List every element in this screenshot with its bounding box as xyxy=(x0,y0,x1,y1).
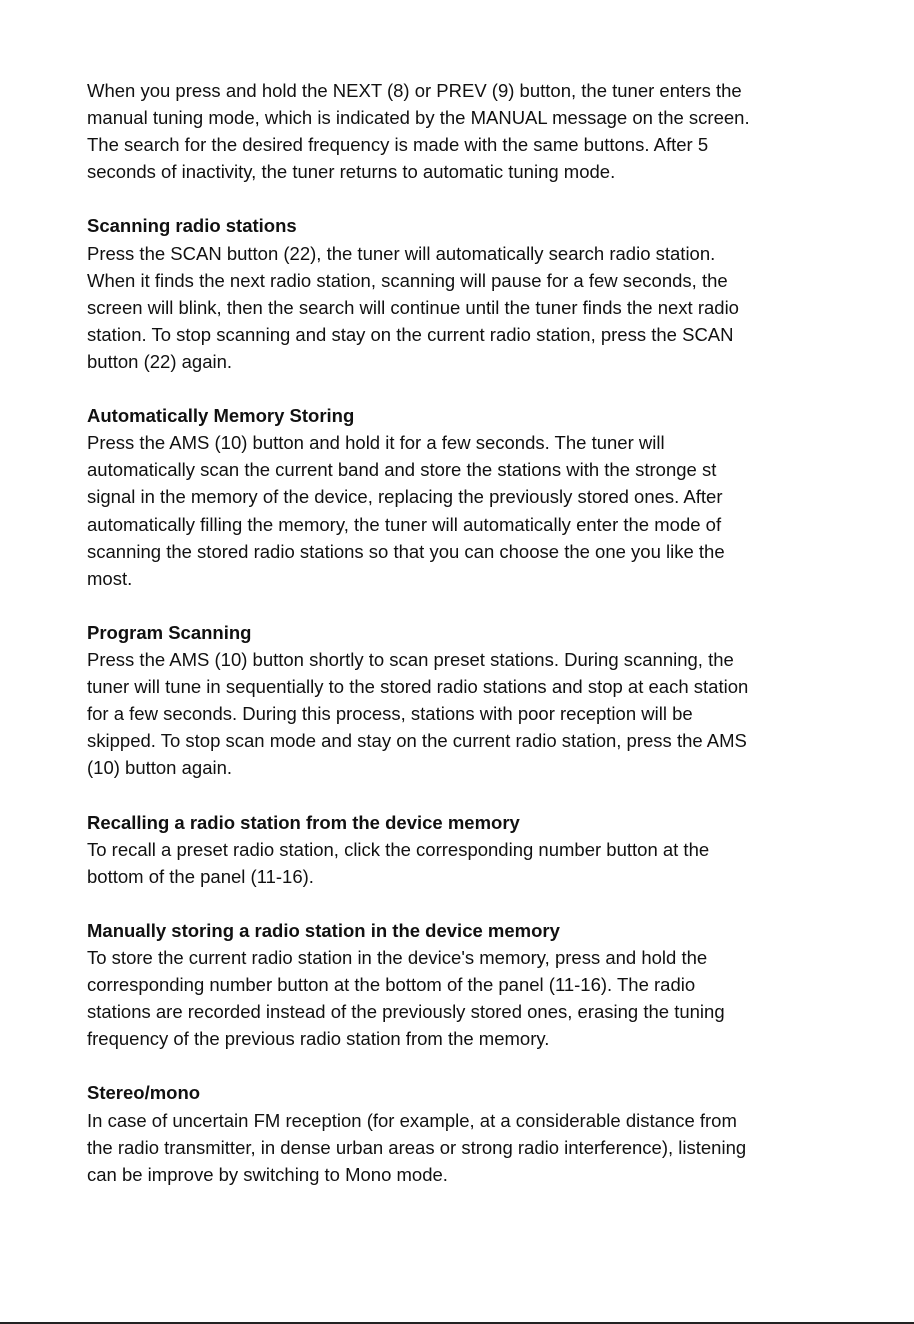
section-line: corresponding number button at the bottom of the panel (11-16). The radio xyxy=(87,974,696,996)
section-line: Press the AMS (10) button and hold it for a few seconds. The tuner will xyxy=(87,432,665,454)
section-line: automatically scan the current band and store the stations with the stronge st xyxy=(87,459,717,481)
section-stereo-mono xyxy=(87,1079,847,1187)
section-line: frequency of the previous radio station from the memory. xyxy=(87,1028,550,1050)
section-line: can be improve by switching to Mono mode. xyxy=(87,1163,448,1185)
section-line: scanning the stored radio stations so that you can choose the one you like the xyxy=(87,540,725,562)
section-line: skipped. To stop scan mode and stay on the current radio station, press the AMS xyxy=(87,730,747,752)
section-automatically-memory-storing xyxy=(87,402,847,592)
section-line: To store the current radio station in the device's memory, press and hold the xyxy=(87,947,708,968)
section-line: the radio transmitter, in dense urban areas or strong radio interference), listening xyxy=(87,1136,747,1158)
section-heading: Recalling a radio station from the device memory xyxy=(87,811,520,833)
paragraph-gap xyxy=(87,592,847,619)
section-line: (10) button again. xyxy=(87,757,233,779)
section-recalling-radio-station xyxy=(87,809,847,890)
paragraph-gap xyxy=(87,781,847,808)
section-line: stations are recorded instead of the previously stored ones, erasing the tuning xyxy=(87,1001,725,1023)
section-heading: Automatically Memory Storing xyxy=(87,405,355,427)
document-page xyxy=(87,77,847,1188)
section-line: tuner will tune in sequentially to the stored radio stations and stop at each station xyxy=(87,676,749,698)
section-line: for a few seconds. During this process, stations with poor reception will be xyxy=(87,703,693,725)
section-scanning-radio-stations xyxy=(87,212,847,375)
intro-line: The search for the desired frequency is made with the same buttons. After 5 xyxy=(87,134,709,156)
section-heading: Scanning radio stations xyxy=(87,215,297,237)
section-line: Press the AMS (10) button shortly to scan preset stations. During scanning, the xyxy=(87,648,734,670)
section-heading: Manually storing a radio station in the device memory xyxy=(87,919,560,941)
section-line: Press the SCAN button (22), the tuner will automatically search radio station. xyxy=(87,242,716,264)
paragraph-gap xyxy=(87,185,847,212)
paragraph-gap xyxy=(87,890,847,917)
section-line: automatically filling the memory, the tuner will automatically enter the mode of xyxy=(87,513,722,535)
section-line: button (22) again. xyxy=(87,350,233,372)
section-heading: Program Scanning xyxy=(87,621,252,643)
section-program-scanning xyxy=(87,619,847,782)
section-line: To recall a preset radio station, click the corresponding number button at the xyxy=(87,838,710,860)
paragraph-gap xyxy=(87,375,847,402)
section-line: When it finds the next radio station, scanning will pause for a few seconds, the xyxy=(87,269,728,291)
section-heading: Stereo/mono xyxy=(87,1082,201,1104)
section-line: most. xyxy=(87,567,133,589)
section-line: signal in the memory of the device, replacing the previously stored ones. After xyxy=(87,486,723,508)
section-manually-storing-radio-station xyxy=(87,917,847,1052)
intro-line: manual tuning mode, which is indicated by the MANUAL message on the screen. xyxy=(87,107,750,129)
intro-line: When you press and hold the NEXT (8) or PREV (9) button, the tuner enters the xyxy=(87,80,742,101)
intro-paragraph xyxy=(87,77,847,185)
section-line: In case of uncertain FM reception (for example, at a considerable distance from xyxy=(87,1109,737,1131)
section-line: bottom of the panel (11-16). xyxy=(87,865,314,887)
paragraph-gap xyxy=(87,1052,847,1079)
section-line: screen will blink, then the search will continue until the tuner finds the next radio xyxy=(87,296,739,318)
intro-line: seconds of inactivity, the tuner returns to automatic tuning mode. xyxy=(87,161,616,183)
section-line: station. To stop scanning and stay on the current radio station, press the SCAN xyxy=(87,323,734,345)
